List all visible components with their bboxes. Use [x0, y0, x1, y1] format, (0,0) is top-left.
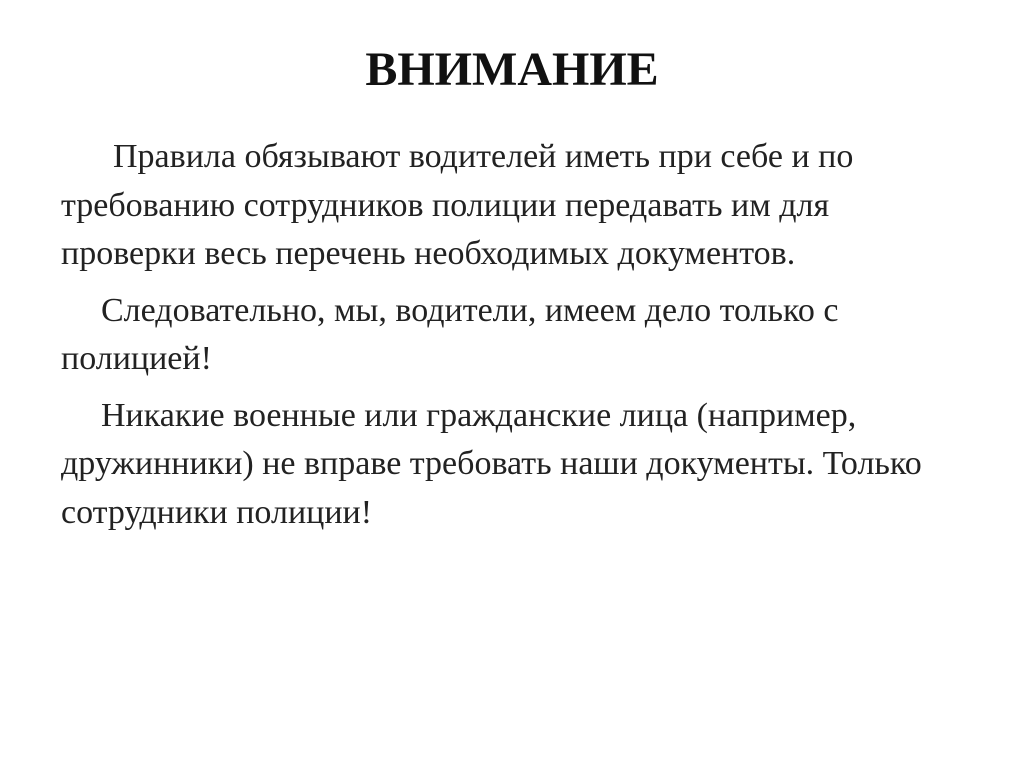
paragraph-no-civilians: Никакие военные или гражданские лица (например, дружинники) не вправе требовать наши документы. Только сотрудники полиции! — [61, 396, 922, 531]
slide-title: ВНИМАНИЕ — [365, 43, 659, 96]
paragraph-police-only: Следовательно, мы, водители, имеем дело только с полицией! — [61, 291, 839, 377]
slide-body — [61, 133, 961, 545]
paragraph-documents-rule: Правила обязывают водителей иметь при себе и по требованию сотрудников полиции передавать им для проверки весь перечень необходимых документов. — [61, 138, 854, 272]
